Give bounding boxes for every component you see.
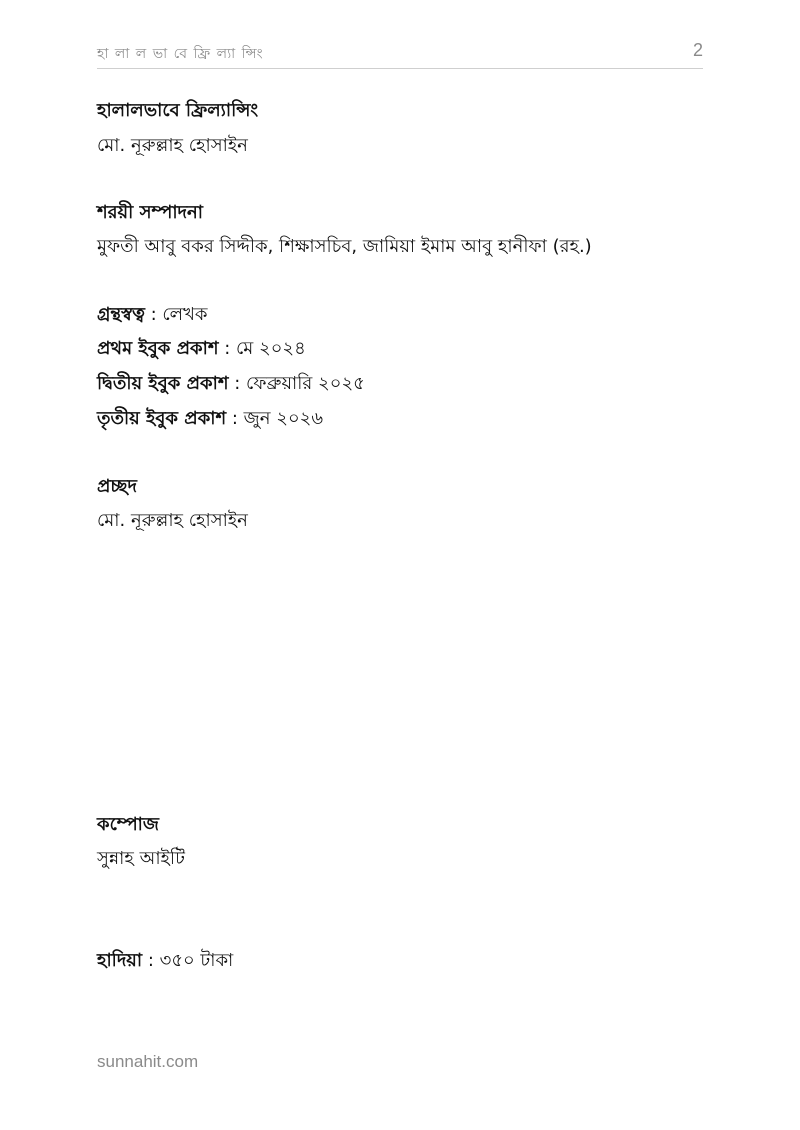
second-edition-label: দ্বিতীয় ইবুক প্রকাশ xyxy=(97,373,229,394)
running-title: হা লা ল ভা বে ফ্রি ল্যা ন্সিং xyxy=(97,46,264,62)
first-edition-line xyxy=(97,337,306,361)
compose-heading: কম্পোজ xyxy=(97,814,160,835)
first-edition-label: প্রথম ইবুক প্রকাশ xyxy=(97,338,219,359)
second-edition-line xyxy=(97,372,365,396)
third-edition-line xyxy=(97,407,323,431)
third-edition-value: : জুন ২০২৬ xyxy=(226,408,324,429)
compose-value: সুন্নাহ আইটি xyxy=(97,848,185,869)
running-header xyxy=(97,40,703,69)
editing-value: মুফতী আবু বকর সিদ্দীক, শিক্ষাসচিব, জামিয়া ইমাম আবু হানীফা (রহ.) xyxy=(97,236,592,257)
price-value: : ৩৫০ টাকা xyxy=(142,950,234,971)
first-edition-value: : মে ২০২৪ xyxy=(218,338,306,359)
footer-url: sunnahit.com xyxy=(97,1052,199,1071)
second-edition-value: : ফেব্রুয়ারি ২০২৫ xyxy=(228,373,365,394)
author-name: মো. নূরুল্লাহ হোসাইন xyxy=(97,135,248,156)
copyright-label: গ্রন্থস্বত্ব xyxy=(97,304,145,325)
third-edition-label: তৃতীয় ইবুক প্রকাশ xyxy=(97,408,227,429)
editing-heading: শরয়ী সম্পাদনা xyxy=(97,202,203,223)
copyright-line xyxy=(97,303,208,327)
book-title: হালালভাবে ফ্রিল্যান্সিং xyxy=(97,100,259,121)
price-label: হাদিয়া xyxy=(97,950,143,971)
page-number: 2 xyxy=(692,40,703,60)
cover-value: মো. নূরুল্লাহ হোসাইন xyxy=(97,510,248,531)
price-line xyxy=(97,949,233,973)
cover-heading: প্রচ্ছদ xyxy=(97,476,137,497)
copyright-value: : লেখক xyxy=(144,304,208,325)
